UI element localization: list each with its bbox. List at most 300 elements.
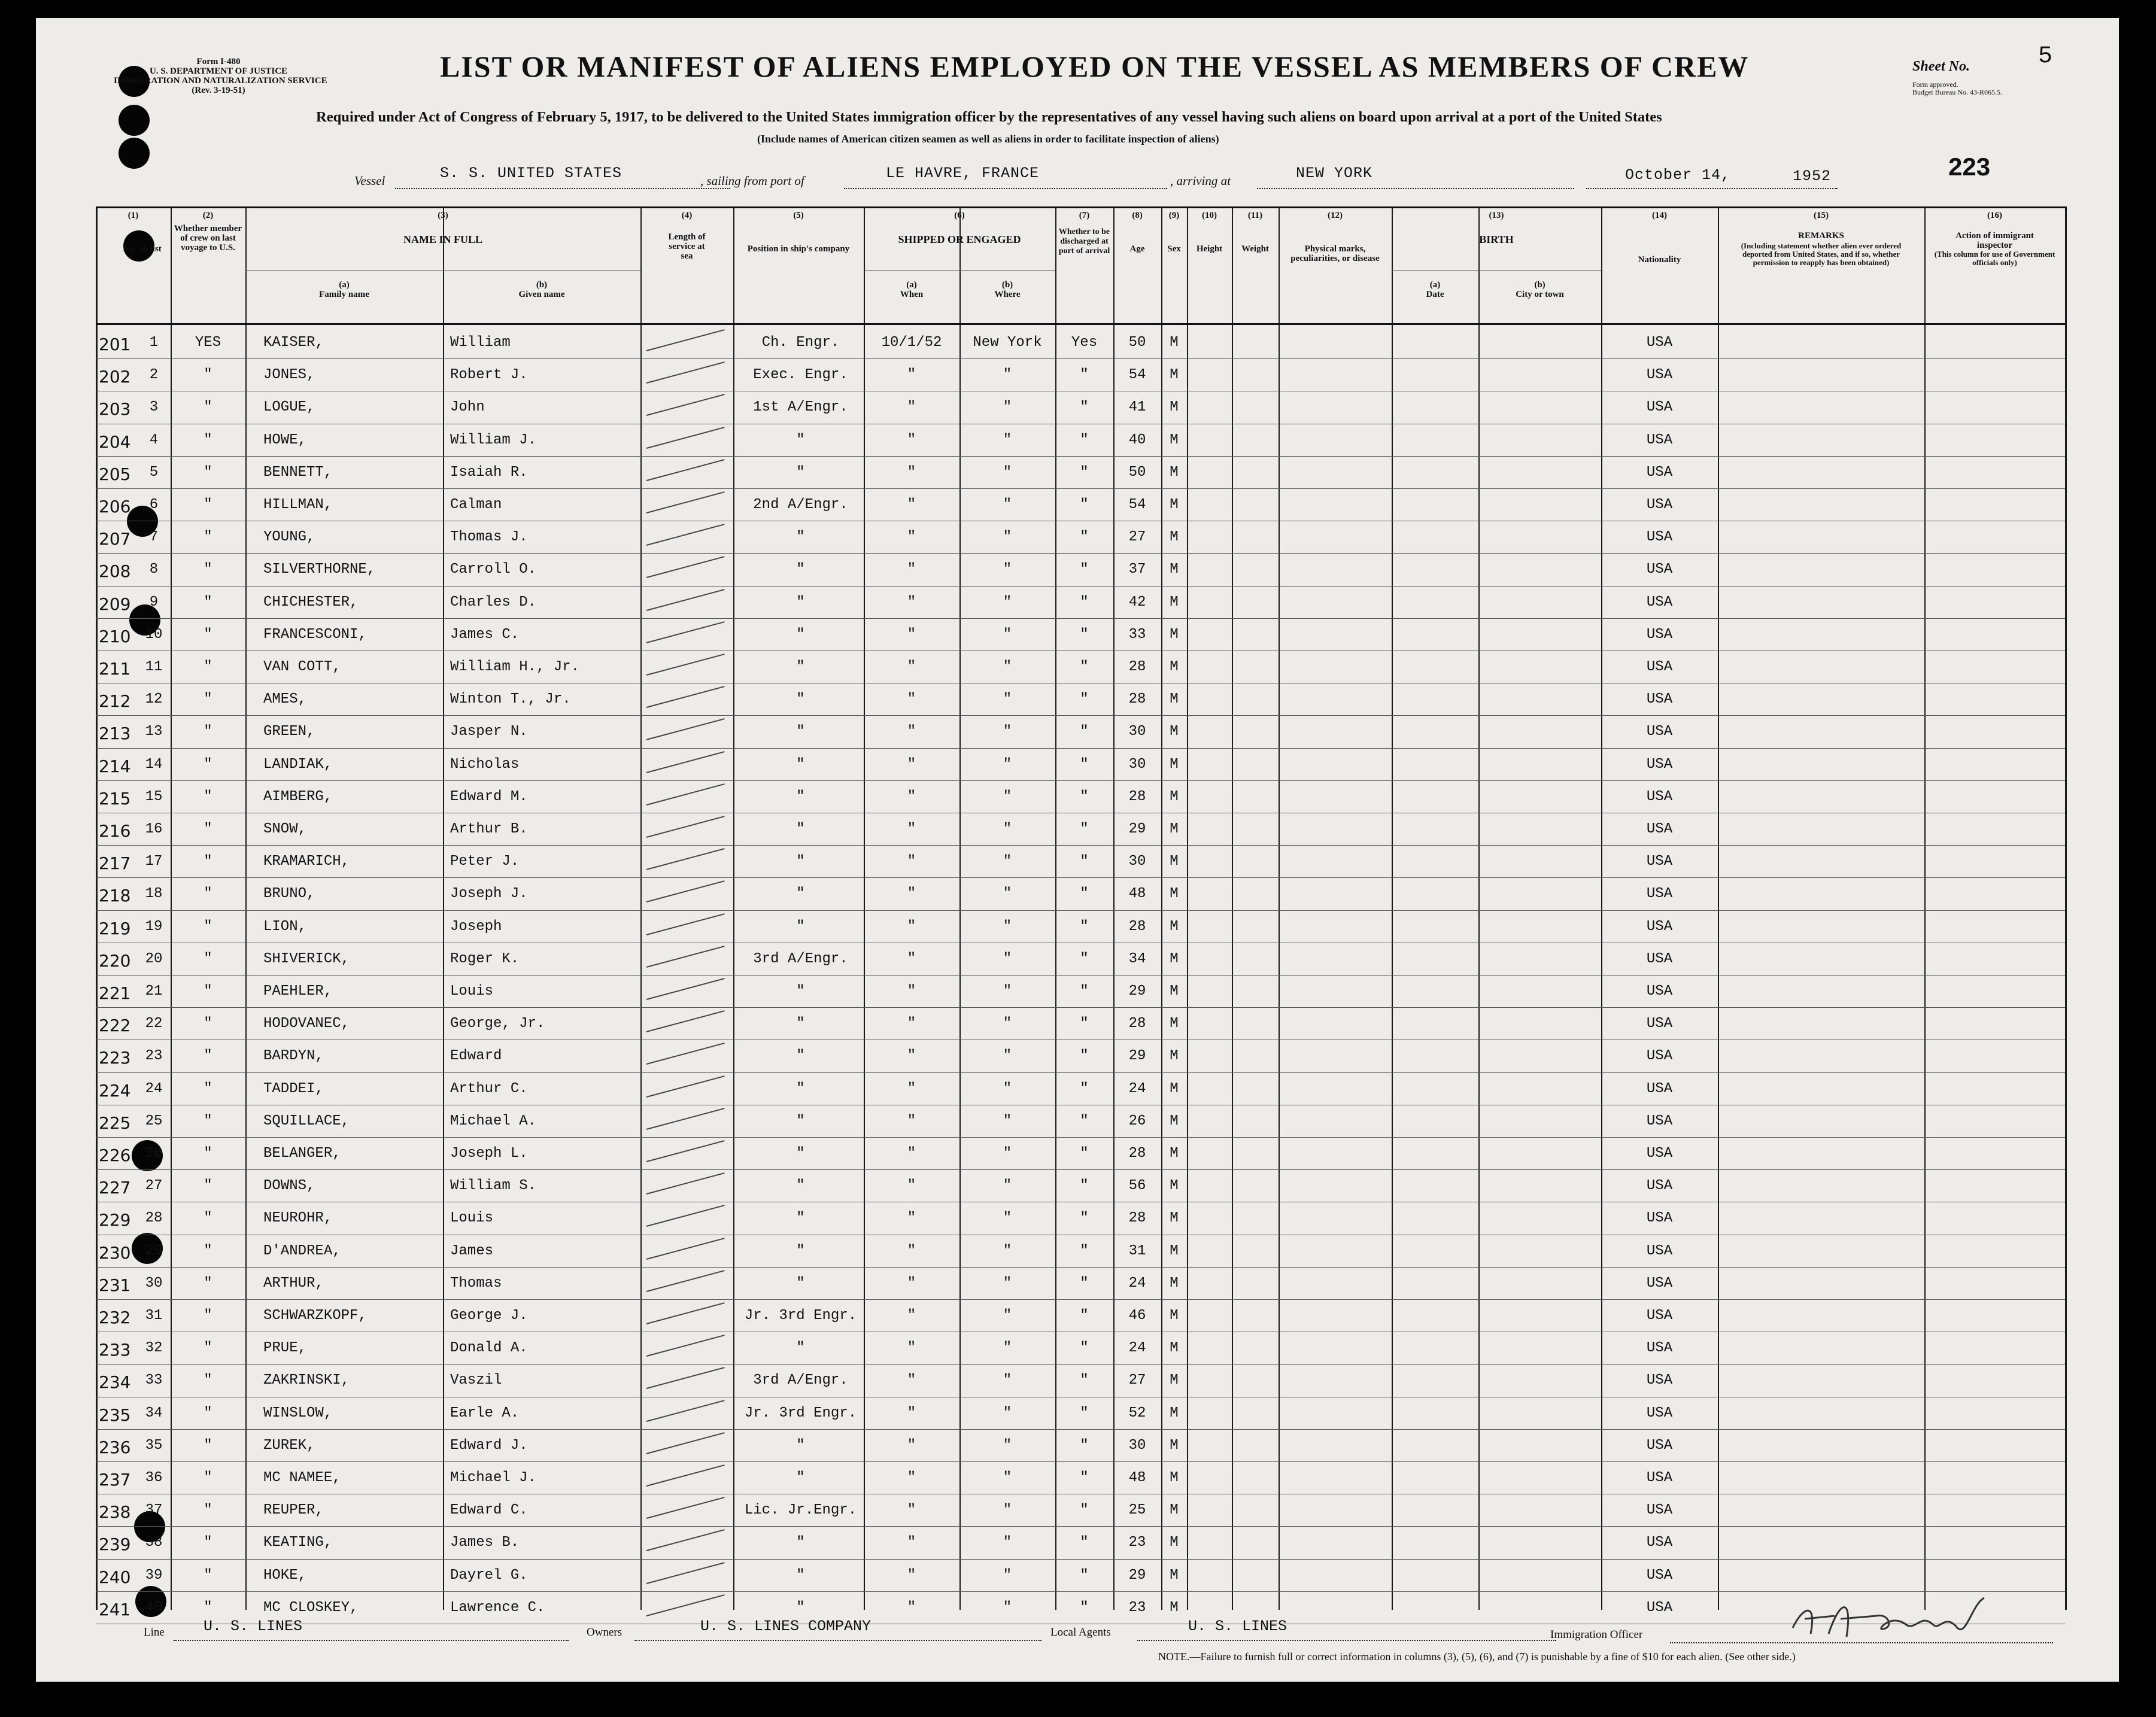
- shipped-when: ": [907, 659, 916, 675]
- col-border: [1924, 206, 1926, 1610]
- sex: M: [1170, 626, 1179, 643]
- sex: M: [1170, 950, 1179, 967]
- row-separator: [96, 910, 2065, 911]
- shipped-when: ": [907, 788, 916, 805]
- nationality: USA: [1646, 1437, 1673, 1454]
- family-name: SNOW,: [263, 821, 307, 837]
- family-name: KEATING,: [263, 1534, 333, 1551]
- shipped-when: ": [907, 497, 916, 513]
- col16-header: [1924, 211, 2065, 267]
- nationality: USA: [1646, 431, 1673, 448]
- position: ": [796, 853, 805, 870]
- sequence-number: 226: [99, 1145, 131, 1165]
- col-border: [640, 206, 642, 1610]
- sex: M: [1170, 561, 1179, 578]
- family-name: ARTHUR,: [263, 1275, 324, 1291]
- age: 28: [1128, 659, 1146, 675]
- shipped-when: ": [907, 529, 916, 546]
- age: 28: [1128, 918, 1146, 935]
- list-number: 27: [145, 1178, 163, 1195]
- sex: M: [1170, 1308, 1179, 1324]
- position: Lic. Jr.Engr.: [744, 1502, 857, 1519]
- position: ": [796, 1178, 805, 1195]
- shipped-where: ": [1003, 1145, 1012, 1162]
- budget-number: Budget Bureau No. 43-R065.5.: [1912, 88, 2002, 96]
- list-number: 10: [145, 626, 163, 643]
- shipped-where: ": [1003, 626, 1012, 643]
- row-separator: [96, 1267, 2065, 1268]
- list-number: 21: [145, 983, 163, 999]
- shipped-when: 10/1/52: [881, 335, 942, 351]
- nationality: USA: [1646, 1145, 1673, 1162]
- col6-title: SHIPPED OR ENGAGED: [898, 233, 1021, 245]
- age: 31: [1128, 1242, 1146, 1259]
- sex: M: [1170, 1145, 1179, 1162]
- crew-last-voyage: ": [204, 983, 212, 999]
- row-separator: [96, 1526, 2065, 1527]
- position: Jr. 3rd Engr.: [744, 1405, 857, 1421]
- shipped-where: ": [1003, 1437, 1012, 1454]
- position: ": [796, 529, 805, 546]
- given-name: Robert J.: [450, 367, 528, 384]
- position: ": [796, 594, 805, 610]
- col-border: [1478, 206, 1480, 1610]
- family-name: DOWNS,: [263, 1178, 315, 1195]
- sex: M: [1170, 853, 1179, 870]
- col-border: [2065, 206, 2067, 1610]
- list-number: 33: [145, 1372, 163, 1389]
- col-border: [1601, 206, 1602, 1610]
- discharged: ": [1080, 691, 1089, 708]
- given-name: Arthur B.: [450, 821, 528, 837]
- shipped-where: New York: [973, 335, 1042, 351]
- nationality: USA: [1646, 1016, 1673, 1032]
- family-name: KRAMARICH,: [263, 853, 350, 870]
- arriving-label: , arriving at: [1170, 174, 1231, 188]
- position: ": [796, 1145, 805, 1162]
- col8-number: (8): [1132, 211, 1143, 220]
- row-separator: [96, 1591, 2065, 1592]
- sequence-number: 219: [99, 918, 131, 938]
- position: ": [796, 821, 805, 837]
- list-number: 28: [145, 1210, 163, 1227]
- page-stamp-number: 223: [1948, 153, 1991, 181]
- age: 29: [1128, 1567, 1146, 1584]
- discharged: ": [1080, 594, 1089, 610]
- arrival-date: October 14,: [1625, 166, 1731, 184]
- sex: M: [1170, 1502, 1179, 1519]
- sequence-number: 208: [99, 561, 131, 582]
- family-name: SQUILLACE,: [263, 1113, 350, 1129]
- age: 27: [1128, 529, 1146, 546]
- sex: M: [1170, 821, 1179, 837]
- col4-title: Length of service at sea: [668, 232, 706, 261]
- sex: M: [1170, 1340, 1179, 1357]
- col13-number: (13): [1489, 211, 1504, 220]
- col13a-letter: (a): [1429, 280, 1441, 290]
- discharged: ": [1080, 788, 1089, 805]
- row-separator: [96, 1461, 2065, 1462]
- sequence-number: 203: [99, 399, 131, 420]
- shipped-when: ": [907, 983, 916, 999]
- sequence-number: 218: [99, 886, 131, 906]
- age: 54: [1128, 497, 1146, 513]
- discharged: ": [1080, 1178, 1089, 1195]
- punch-hole: [119, 138, 150, 169]
- sex: M: [1170, 497, 1179, 513]
- crew-last-voyage: ": [204, 626, 212, 643]
- col11-number: (11): [1247, 211, 1263, 220]
- crew-last-voyage: ": [204, 1470, 212, 1486]
- sequence-number: 234: [99, 1372, 131, 1393]
- given-name: Arthur C.: [450, 1080, 528, 1097]
- position: 3rd A/Engr.: [753, 1372, 848, 1389]
- local-agents-value: U. S. LINES: [1188, 1618, 1287, 1635]
- position: ": [796, 1080, 805, 1097]
- sailing-from-label: , sailing from port of: [700, 174, 804, 188]
- sequence-number: 206: [99, 497, 131, 516]
- shipped-when: ": [907, 950, 916, 967]
- shipped-when: ": [907, 1340, 916, 1357]
- nationality: USA: [1646, 1178, 1673, 1195]
- crew-last-voyage: ": [204, 1016, 212, 1032]
- crew-last-voyage: ": [204, 1372, 212, 1389]
- col-border: [1113, 206, 1115, 1610]
- sex: M: [1170, 367, 1179, 384]
- age: 33: [1128, 626, 1146, 643]
- col1-number: (1): [127, 211, 139, 220]
- col5-header: [733, 211, 864, 254]
- sequence-number: 213: [99, 724, 131, 744]
- col-border: [1279, 206, 1280, 1610]
- sequence-number: 201: [99, 335, 131, 354]
- crew-last-voyage: ": [204, 464, 212, 481]
- list-number: 4: [149, 431, 159, 448]
- age: 24: [1128, 1080, 1146, 1097]
- age: 34: [1128, 950, 1146, 967]
- shipped-where: ": [1003, 1275, 1012, 1291]
- discharged: ": [1080, 1048, 1089, 1065]
- position: ": [796, 691, 805, 708]
- sex: M: [1170, 464, 1179, 481]
- shipped-when: ": [907, 691, 916, 708]
- shipped-when: ": [907, 1080, 916, 1097]
- col-border: [1187, 206, 1188, 1610]
- col5-title: Position in ship's company: [747, 244, 850, 254]
- sequence-number: 204: [99, 431, 131, 452]
- list-number: 26: [145, 1145, 163, 1162]
- sequence-number: 209: [99, 594, 131, 614]
- col1-title: No. on list: [123, 244, 162, 254]
- position: 2nd A/Engr.: [753, 497, 848, 513]
- shipped-where: ": [1003, 821, 1012, 837]
- given-name: Lawrence C.: [450, 1599, 545, 1616]
- footer-note: NOTE.—Failure to furnish full or correct information in columns (3), (5), (6), and (7) is punishable by a fine of $10 for each alien. (See other side.): [1158, 1651, 1796, 1663]
- page-subnote: (Include names of American citizen seamen as well as aliens in order to facilitate inspection of aliens): [757, 133, 1219, 145]
- sequence-number: 223: [99, 1048, 131, 1068]
- discharged: ": [1080, 724, 1089, 740]
- list-number: 14: [145, 756, 163, 773]
- arrival-year: 1952: [1793, 168, 1832, 185]
- col3b-header: [443, 280, 640, 299]
- crew-last-voyage: ": [204, 1599, 212, 1616]
- owners-underline: [634, 1640, 1041, 1641]
- given-name: Thomas J.: [450, 529, 528, 546]
- given-name: Roger K.: [450, 950, 520, 967]
- discharged: ": [1080, 756, 1089, 773]
- vessel-underline: [395, 188, 730, 189]
- shipped-where: ": [1003, 1242, 1012, 1259]
- given-name: Louis: [450, 983, 494, 999]
- sex: M: [1170, 1599, 1179, 1616]
- col13a-header: [1392, 280, 1478, 299]
- discharged: ": [1080, 918, 1089, 935]
- family-name: HOKE,: [263, 1567, 307, 1584]
- col6-header: [864, 211, 1055, 244]
- family-name: LOGUE,: [263, 399, 315, 416]
- sequence-number: 210: [99, 626, 131, 646]
- shipped-where: ": [1003, 1567, 1012, 1584]
- discharged: ": [1080, 1080, 1089, 1097]
- shipped-when: ": [907, 821, 916, 837]
- col1-header: [96, 211, 171, 254]
- nationality: USA: [1646, 1275, 1673, 1291]
- nationality: USA: [1646, 1599, 1673, 1616]
- page-title: LIST OR MANIFEST OF ALIENS EMPLOYED ON THE VESSEL AS MEMBERS OF CREW: [440, 50, 1750, 83]
- date-underline: [1586, 188, 1838, 189]
- row-separator: [96, 1364, 2065, 1365]
- sequence-number: 232: [99, 1308, 131, 1327]
- family-name: BRUNO,: [263, 886, 315, 902]
- sex: M: [1170, 1178, 1179, 1195]
- col14-title: Nationality: [1638, 255, 1681, 265]
- given-name: James B.: [450, 1534, 520, 1551]
- row-separator: [96, 618, 2065, 619]
- crew-last-voyage: ": [204, 367, 212, 384]
- arriving-port: NEW YORK: [1296, 165, 1373, 182]
- position: ": [796, 464, 805, 481]
- discharged: ": [1080, 659, 1089, 675]
- crew-last-voyage: ": [204, 1308, 212, 1324]
- crew-last-voyage: ": [204, 821, 212, 837]
- col3a-title: Family name: [319, 290, 369, 299]
- shipped-where: ": [1003, 886, 1012, 902]
- col6a-letter: (a): [906, 280, 917, 290]
- discharged: ": [1080, 821, 1089, 837]
- shipped-where: ": [1003, 399, 1012, 416]
- age: 30: [1128, 1437, 1146, 1454]
- crew-last-voyage: ": [204, 659, 212, 675]
- nationality: USA: [1646, 1502, 1673, 1519]
- family-name: SILVERTHORNE,: [263, 561, 376, 578]
- sex: M: [1170, 918, 1179, 935]
- shipped-where: ": [1003, 561, 1012, 578]
- position: ": [796, 1534, 805, 1551]
- shipped-when: ": [907, 367, 916, 384]
- given-name: Carroll O.: [450, 561, 537, 578]
- crew-last-voyage: ": [204, 1502, 212, 1519]
- position: Exec. Engr.: [753, 367, 848, 384]
- given-name: Winton T., Jr.: [450, 691, 571, 708]
- position: ": [796, 886, 805, 902]
- given-name: George, Jr.: [450, 1016, 545, 1032]
- owners-label: Owners: [587, 1626, 622, 1639]
- shipped-when: ": [907, 1048, 916, 1065]
- age: 46: [1128, 1308, 1146, 1324]
- crew-last-voyage: ": [204, 756, 212, 773]
- family-name: NEUROHR,: [263, 1210, 333, 1227]
- col15-header: [1721, 211, 1921, 267]
- sex: M: [1170, 1470, 1179, 1486]
- col-border: [1055, 206, 1056, 1610]
- col12-header: [1279, 211, 1392, 263]
- position: ": [796, 1437, 805, 1454]
- position: ": [796, 756, 805, 773]
- family-name: GREEN,: [263, 724, 315, 740]
- col4-number: (4): [681, 211, 693, 220]
- age: 56: [1128, 1178, 1146, 1195]
- position: ": [796, 659, 805, 675]
- col3b-title: Given name: [518, 290, 565, 299]
- col3-title: NAME IN FULL: [403, 233, 482, 245]
- given-name: Dayrel G.: [450, 1567, 528, 1584]
- row-separator: [96, 1072, 2065, 1073]
- crew-last-voyage: ": [204, 1210, 212, 1227]
- family-name: HILLMAN,: [263, 497, 333, 513]
- header-bottom-border: [96, 323, 2065, 325]
- shipped-where: ": [1003, 853, 1012, 870]
- sequence-number: 239: [99, 1534, 131, 1555]
- col-border: [96, 206, 98, 1610]
- family-name: LANDIAK,: [263, 756, 333, 773]
- nationality: USA: [1646, 367, 1673, 384]
- given-name: George J.: [450, 1308, 528, 1324]
- punch-hole: [119, 105, 150, 136]
- family-name: BENNETT,: [263, 464, 333, 481]
- discharged: ": [1080, 1534, 1089, 1551]
- col11-header: [1232, 211, 1279, 254]
- crew-last-voyage: ": [204, 853, 212, 870]
- discharged: ": [1080, 561, 1089, 578]
- officer-signature: [1787, 1592, 2002, 1655]
- position: Ch. Engr.: [761, 335, 840, 351]
- given-name: Edward J.: [450, 1437, 528, 1454]
- shipped-where: ": [1003, 691, 1012, 708]
- position: 1st A/Engr.: [753, 399, 848, 416]
- nationality: USA: [1646, 886, 1673, 902]
- sex: M: [1170, 1113, 1179, 1129]
- sex: M: [1170, 983, 1179, 999]
- form-approval: [1912, 81, 2002, 96]
- age: 28: [1128, 788, 1146, 805]
- shipped-when: ": [907, 626, 916, 643]
- list-number: 29: [145, 1242, 163, 1259]
- col2-number: (2): [202, 211, 214, 220]
- discharged: ": [1080, 1372, 1089, 1389]
- nationality: USA: [1646, 1210, 1673, 1227]
- shipped-when: ": [907, 1599, 916, 1616]
- sequence-number: 230: [99, 1242, 131, 1263]
- shipped-when: ": [907, 1470, 916, 1486]
- shipped-when: ": [907, 1502, 916, 1519]
- position: ": [796, 1275, 805, 1291]
- immigration-officer-label: Immigration Officer: [1550, 1628, 1643, 1641]
- shipped-where: ": [1003, 1308, 1012, 1324]
- family-name: AIMBERG,: [263, 788, 333, 805]
- age: 50: [1128, 335, 1146, 351]
- shipped-when: ": [907, 724, 916, 740]
- col13b-header: [1478, 280, 1601, 299]
- shipped-when: ": [907, 1437, 916, 1454]
- sex: M: [1170, 1534, 1179, 1551]
- col5-number: (5): [793, 211, 804, 220]
- shipped-when: ": [907, 594, 916, 610]
- shipped-where: ": [1003, 659, 1012, 675]
- family-name: FRANCESCONI,: [263, 626, 367, 643]
- col6a-title: When: [900, 290, 924, 299]
- col13-header: [1392, 211, 1601, 244]
- nationality: USA: [1646, 756, 1673, 773]
- position: ": [796, 1113, 805, 1129]
- col3b-letter: (b): [536, 280, 548, 290]
- col3a-header: [245, 280, 443, 299]
- nationality: USA: [1646, 1113, 1673, 1129]
- crew-last-voyage: ": [204, 529, 212, 546]
- position: ": [796, 724, 805, 740]
- form-service: IMMIGRATION AND NATURALIZATION SERVICE: [114, 76, 327, 86]
- age: 30: [1128, 724, 1146, 740]
- crew-last-voyage: ": [204, 724, 212, 740]
- list-number: 16: [145, 821, 163, 837]
- col12-title: Physical marks, peculiarities, or disease: [1290, 244, 1380, 263]
- discharged: ": [1080, 1275, 1089, 1291]
- col7-title: Whether to be discharged at port of arrival: [1058, 227, 1110, 256]
- age: 24: [1128, 1275, 1146, 1291]
- age: 28: [1128, 691, 1146, 708]
- sex: M: [1170, 594, 1179, 610]
- list-number: 2: [149, 367, 159, 384]
- col-border: [733, 206, 734, 1610]
- sequence-number: 217: [99, 853, 131, 874]
- discharged: ": [1080, 497, 1089, 513]
- sequence-number: 227: [99, 1178, 131, 1198]
- col15-description: (Including statement whether alien ever ordered deported from United States, and if so, whether permission to reapply has been obtained): [1741, 241, 1902, 267]
- discharged: ": [1080, 431, 1089, 448]
- crew-last-voyage: ": [204, 1534, 212, 1551]
- row-separator: [96, 1169, 2065, 1170]
- sequence-number: 238: [99, 1502, 131, 1522]
- row-separator: [96, 715, 2065, 716]
- position: ": [796, 1210, 805, 1227]
- list-number: 20: [145, 950, 163, 967]
- position: ": [796, 1470, 805, 1486]
- crew-last-voyage: ": [204, 1340, 212, 1357]
- age: 30: [1128, 853, 1146, 870]
- family-name: PRUE,: [263, 1340, 307, 1357]
- sex: M: [1170, 1210, 1179, 1227]
- local-agents-label: Local Agents: [1050, 1626, 1111, 1639]
- shipped-when: ": [907, 1405, 916, 1421]
- shipped-when: ": [907, 1242, 916, 1259]
- shipped-where: ": [1003, 1340, 1012, 1357]
- crew-last-voyage: ": [204, 691, 212, 708]
- sex: M: [1170, 1048, 1179, 1065]
- sequence-number: 222: [99, 1016, 131, 1036]
- list-number: 11: [145, 659, 163, 675]
- row-separator: [96, 1137, 2065, 1138]
- arriving-underline: [1257, 188, 1574, 189]
- row-separator: [96, 975, 2065, 976]
